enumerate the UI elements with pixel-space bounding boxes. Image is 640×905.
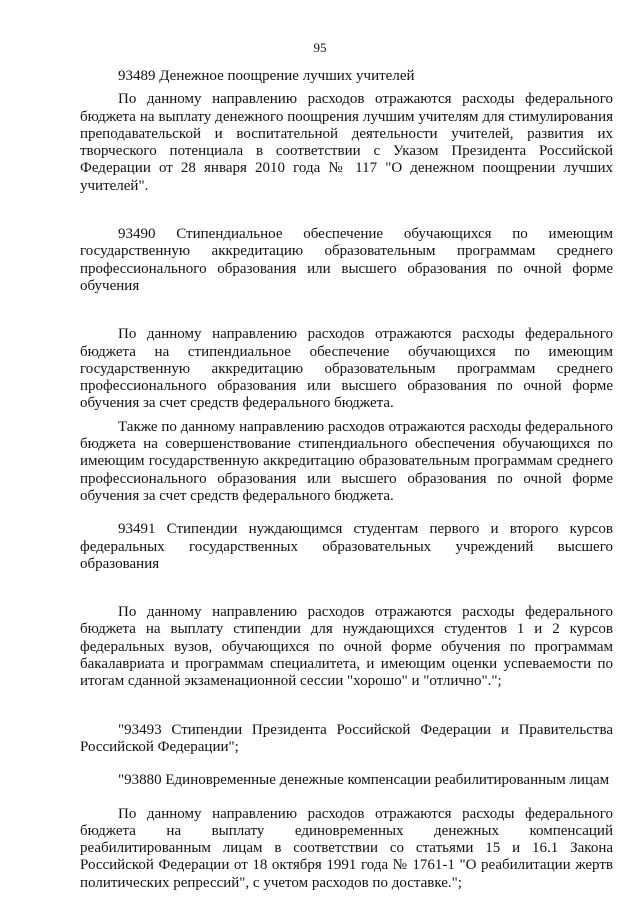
body-paragraph-93880: По данному направлению расходов отражаются расходы федерального бюджета на выплату единовременных денежных компенсаций реабилитированным лицам в соответствии со статьями 15 и 16.1 Закона Российской Федерации от 18 октября 1991 года № 1761-1 "О реабилитации жертв политических репрессий", с учетом расходов по доставке.";: [80, 805, 613, 891]
body-paragraph-93490-b: Также по данному направлению расходов отражаются расходы федерального бюджета на совершенствование стипендиального обеспечения обучающихся по имеющим государственную аккредитацию образовательным программам среднего профессионального образования или высшего образования по очной форме обучения за счет средств федерального бюджета.: [80, 418, 613, 504]
section-heading-93489: 93489 Денежное поощрение лучших учителей: [118, 68, 415, 84]
section-heading-93490: 93490 Стипендиальное обеспечение обучающихся по имеющим государственную аккредитацию образовательным программам среднего профессионального образования или высшего образования по очной форме обучения: [80, 226, 613, 294]
body-paragraph-93489: По данному направлению расходов отражаются расходы федерального бюджета на выплату денежного поощрения лучшим учителям для стимулирования преподавательской и воспитательной деятельности учителей, развития их творческого потенциала в соответствии с Указом Президента Российской Федерации от 28 января 2010 года № 117 "О денежном поощрении лучших учителей".: [80, 91, 613, 194]
section-heading-93880: "93880 Единовременные денежные компенсации реабилитированным лицам: [118, 772, 610, 789]
document-body: [80, 68, 613, 892]
section-heading-93491: 93491 Стипендии нуждающимся студентам первого и второго курсов федеральных государственных образовательных учреждений высшего образования: [80, 521, 613, 572]
page-number: 95: [313, 40, 327, 55]
body-paragraph-93490-a: По данному направлению расходов отражаются расходы федерального бюджета на стипендиальное обеспечение обучающихся по имеющим государственную аккредитацию образовательным программам среднего профессионального образования или высшего образования по очной форме обучения за счет средств федерального бюджета.: [80, 326, 613, 412]
body-paragraph-93491: По данному направлению расходов отражаются расходы федерального бюджета на выплату стипендии для нуждающихся студентов 1 и 2 курсов федеральных вузов, обучающихся по очной форме обучения по программам бакалавриата и программам специалитета, и имеющим оценки успеваемости по итогам сданной экзаменационной сессии "хорошо" и "отлично".";: [80, 604, 613, 690]
section-heading-93493: "93493 Стипендии Президента Российской Федерации и Правительства Российской Федерации";: [80, 721, 613, 755]
